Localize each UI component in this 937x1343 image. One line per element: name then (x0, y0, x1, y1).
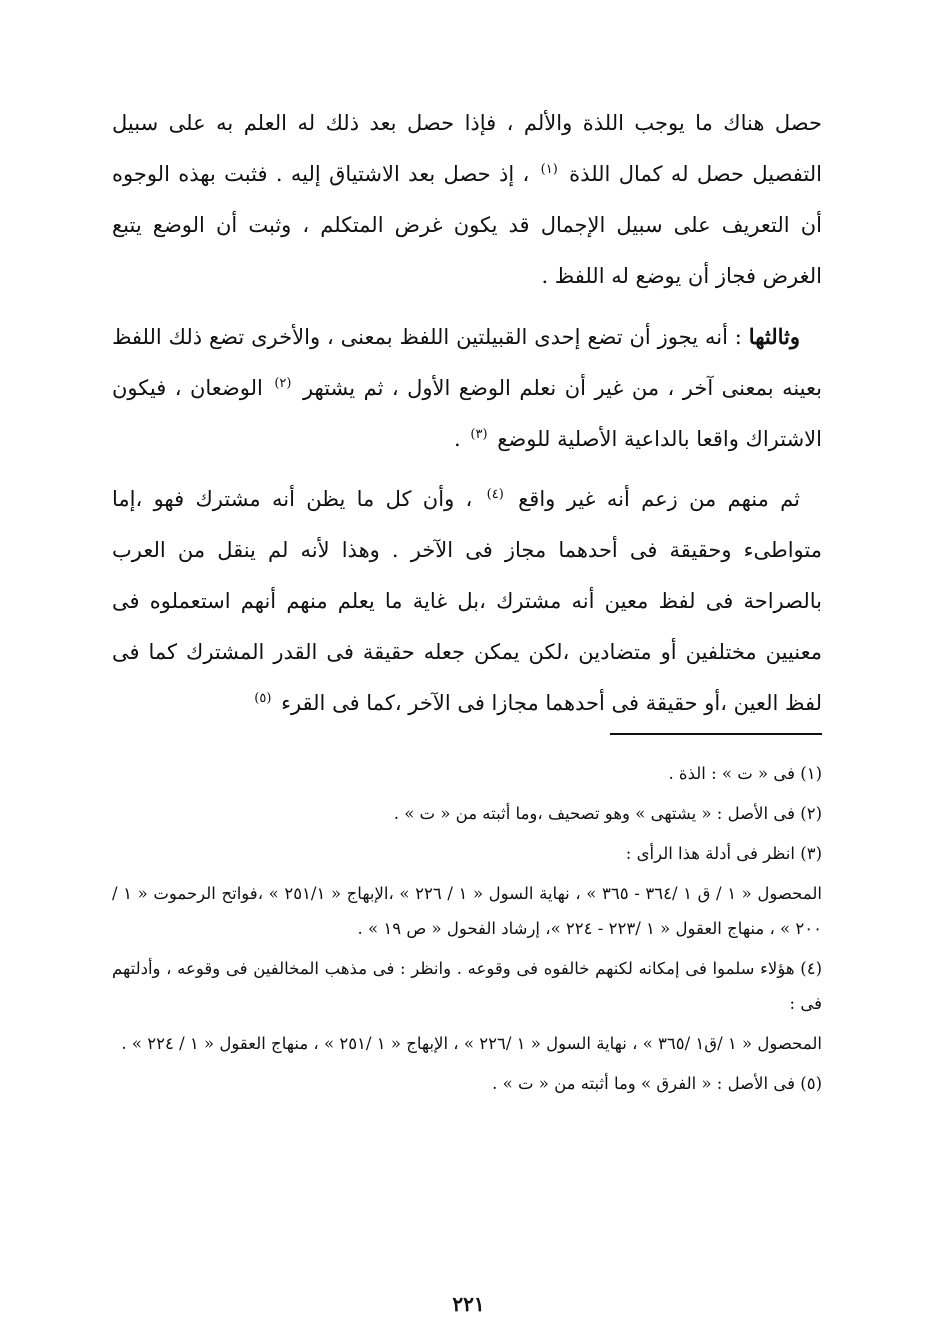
page-number: ٢٢١ (452, 1292, 485, 1316)
footnote-4-references: المحصول « ١ /ق١ /٣٦٥ » ، نهاية السول « ١ /٢٢٦ » ، الإبهاج « ١ /٢٥١ » ، منهاج العقول « ١ / ٢٢٤ » . (121, 1034, 822, 1053)
paragraph-text: . (454, 427, 461, 451)
footnote-separator (610, 733, 822, 735)
paragraph-2 (112, 311, 822, 465)
paragraph-1 (112, 98, 822, 302)
main-text (112, 98, 822, 738)
footnote-5: (٥) فى الأصل : « الفرق » وما أثبته من « ت » . (492, 1074, 822, 1093)
footnote-4-title: (٤) هؤلاء سلموا فى إمكانه لكنهم خالفوه فى وقوعه . وانظر : فى مذهب المخالفين فى وقوعه ، وأدلتهم فى : (112, 959, 822, 1013)
paragraph-text: حصل هناك ما يوجب اللذة والألم ، فإذا حصل بعد ذلك له العلم به على سبيل التفصيل حصل له كمال اللذة (112, 111, 822, 186)
footnotes (112, 756, 822, 1106)
footnote-1: (١) فى « ت » : الذة . (668, 764, 822, 783)
footnote-ref-5: (٥) (254, 691, 272, 706)
footnote-3-title: (٣) انظر فى أدلة هذا الرأى : (625, 844, 822, 863)
footnote-2: (٢) فى الأصل : « يشتهى » وهو تصحيف ،وما أثبته من « ت » . (393, 804, 822, 823)
footnote-ref-1: (١) (540, 162, 558, 177)
paragraph-text: ثم منهم من زعم أنه غير واقع (518, 487, 800, 511)
paragraph-text: الوضعان ، فيكون الاشتراك واقعا بالداعية الأصلية للوضع (112, 376, 822, 451)
footnote-ref-2: (٢) (274, 376, 292, 391)
paragraph-text: ، وأن كل ما يظن أنه مشترك فهو ،إما متواطىء وحقيقة فى أحدهما مجاز فى الآخر . وهذا لأنه لم ينقل من العرب بالصراحة فى لفظ معين أنه مشترك ،بل غاية ما يعلم منهم أنهم استعملوه فى معنيين مختلفين أو متضادين ،لكن يمكن جعله حقيقة فى القدر المشترك كما فى لفظ العين ،أو حقيقة فى أحدهما مجازا فى الآخر ،كما فى القرء (112, 487, 822, 715)
paragraph-3 (112, 474, 822, 729)
paragraph-text: ، إذ حصل بعد الاشتياق إليه . فثبت بهذه الوجوه أن التعريف على سبيل الإجمال قد يكون غرض المتكلم ، وثبت أن الوضع يتبع الغرض فجاز أن يوضع له اللفظ . (112, 162, 822, 288)
footnote-ref-4: (٤) (486, 487, 504, 502)
paragraph-text: : أنه يجوز أن تضع إحدى القبيلتين اللفظ بمعنى ، والأخرى تضع ذلك اللفظ بعينه بمعنى آخر ، من غير أن نعلم الوضع الأول ، ثم يشتهر (112, 325, 822, 400)
footnote-3-references: المحصول « ١ / ق ١ /٣٦٤ - ٣٦٥ » ، نهاية السول « ١ / ٢٢٦ » ،الإبهاج « ٢٥١/١ » ،فواتح الرحموت « ١ / ٢٠٠ » ، منهاج العقول « ١ /٢٢٣ - ٢٢٤ »، إرشاد الفحول « ص ١٩ » . (112, 884, 822, 938)
paragraph-lead-word: وثالثها (748, 324, 800, 349)
footnote-ref-3: (٣) (470, 427, 488, 442)
